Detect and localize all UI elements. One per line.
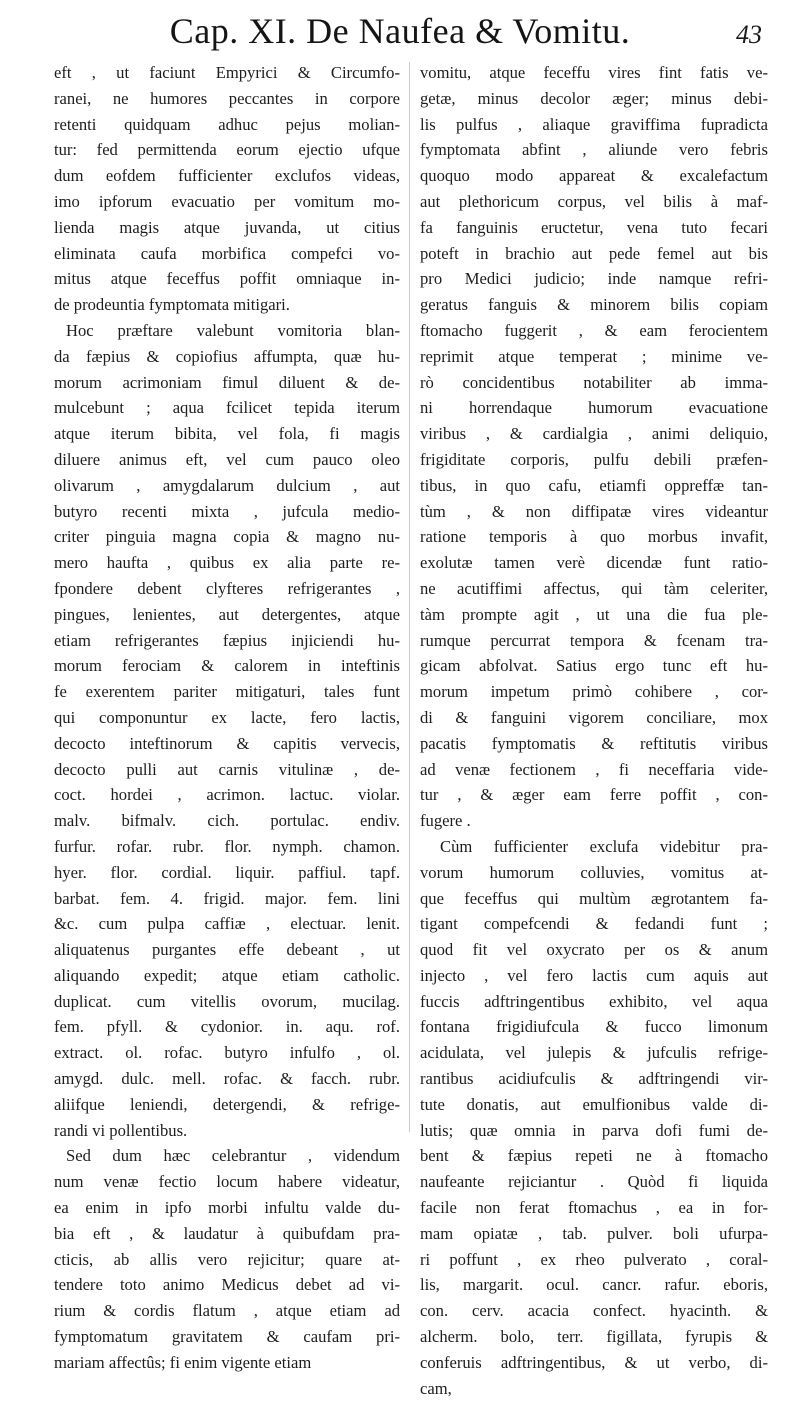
text-line: randi vi pollentibus. [54,1120,188,1140]
text-line: tùm , & non diffipatæ vires videantur [420,501,768,521]
text-line: alcherm. bolo, terr. figillata, fyrupis & [420,1327,768,1347]
text-line: etiam refrigerantes fæpius injiciendi hu- [54,630,400,650]
page-number: 43 [736,20,762,49]
text-line: rumque percurrat tempora & fcenam tra- [420,630,768,650]
text-line: ratione temporis à quo morbus invafit, [420,527,768,547]
text-line: geratus fanguis & minorem bilis copiam [420,295,768,315]
right-text-column [420,60,768,1401]
left-text-column [54,60,400,1376]
text-line: vomitu, atque feceffu vires fint fatis ve- [420,63,768,82]
text-line: cam, [420,1378,452,1398]
text-line: decocto inteftinorum & capitis vervecis, [54,733,400,753]
text-line: lis pulfus , aliaque graviffima fupradicta [420,114,768,134]
text-line: fymptomatum gravitatem & caufam pri- [54,1327,400,1347]
text-line: tur: fed permittenda eorum ejectio ufque [54,140,400,160]
text-line: ni horrendaque humorum evacuatione [420,398,768,418]
text-line: aliquando expedit; atque etiam catholic. [54,965,400,985]
text-line: duplicat. cum vitellis ovorum, mucilag. [54,991,400,1011]
text-line: olivarum , amygdalarum dulcium , aut [54,475,400,495]
text-line: mariam affectûs; fi enim vigente etiam [54,1352,312,1372]
text-line: bent & fæpius repeti ne à ftomacho [420,1146,768,1166]
text-line: &c. cum pulpa caffiæ , electuar. lenit. [54,914,400,934]
text-line: fontana frigidiufcula & fucco limonum [420,1017,768,1037]
text-line: bia eft , & laudatur à quibufdam pra- [54,1223,400,1243]
text-line: Sed dum hæc celebrantur , videndum [66,1146,400,1166]
text-line: tàm prompte agit , ut una die fua ple- [420,604,768,624]
text-line: Hoc præftare valebunt vomitoria blan- [66,320,400,340]
column-divider [409,62,410,1132]
text-line: facile non ferat ftomachus , ea in for- [420,1198,768,1218]
text-line: ranei, ne humores peccantes in corpore [54,88,400,108]
text-line: gicam abfolvat. Satius ergo tunc eft hu- [420,656,768,676]
text-line: tur , & æger eam ferre poffit , con- [420,785,768,805]
text-line: ftomacho fuggerit , & eam ferocientem [420,320,768,340]
text-line: pacatis fymptomatis & reftitutis viribus [420,733,768,753]
text-line: quoquo modo appareat & excalefactum [420,166,768,186]
text-line: fem. pfyll. & cydonior. in. aqu. rof. [54,1017,400,1037]
text-line: tibus, in quo cafu, etiamfi oppreffæ tan- [420,475,768,495]
text-line: aliquatenus purgantes effe debeant , ut [54,940,400,960]
text-line: quod fit vel oxycrato per os & anum [420,940,768,960]
text-line: de prodeuntia fymptomata mitigari. [54,295,290,315]
text-line: butyro recenti mixta , jufcula medio- [54,501,400,521]
text-line: lis, margarit. ocul. cancr. rafur. eboris, [420,1275,768,1295]
text-line: morum impetum primò cohibere , cor- [420,682,768,702]
text-line: rantibus acidiufculis & adftringendi vir- [420,1069,768,1089]
text-line: fugere . [420,811,471,831]
text-line: amygd. dulc. mell. rofac. & facch. rubr. [54,1069,400,1089]
text-line: ea enim in ipfo morbi infultu valde du- [54,1198,400,1218]
text-line: dum eofdem fufficienter exclufos videas, [54,166,400,186]
text-line: extract. ol. rofac. butyro infulfo , ol. [54,1043,400,1063]
text-line: frigiditate corporis, pulfu debili præfen- [420,449,768,469]
text-line: poteft in brachio aut pede femel aut bis [420,243,768,263]
text-line: exolutæ tamen verè dicendæ funt ratio- [420,553,768,573]
text-line: aut plethoricum corpus, vel bilis à maf- [420,191,768,211]
text-line: coct. hordei , acrimon. lactuc. violar. [54,785,400,805]
text-line: fuccis adftringentibus exhibito, vel aqua [420,991,768,1011]
text-line: imo ipforum evacuatio per vomitum mo- [54,191,400,211]
text-line: retenti quidquam adhuc pejus molian- [54,114,400,134]
running-head: Cap. XI. De Naufea & Vomitu. [169,11,631,51]
text-line: viribus , & cardialgia , animi deliquio, [420,424,768,444]
text-line: injecto , vel fero lactis cum aquis aut [420,965,768,985]
text-line: morum acrimoniam fimul diluent & de- [54,372,400,392]
text-line: mero haufta , quibus ex alia parte re- [54,553,400,573]
text-line: hyer. flor. cordial. liquir. paffiul. tapf. [54,862,400,882]
text-line: naufeante rejiciantur . Quòd fi liquida [420,1172,768,1192]
text-line: diluere animus eft, vel cum pauco oleo [54,449,400,469]
text-line: cticis, ab allis vero rejicitur; quare at- [54,1249,400,1269]
text-line: malv. bifmalv. cich. portulac. endiv. [54,811,400,831]
text-line: acidulata, vel julepis & jufculis refrige- [420,1043,768,1063]
page-header [0,6,800,66]
text-line: reprimit atque temperat ; minime ve- [420,346,768,366]
text-line: conferuis adftringentibus, & ut verbo, di- [420,1352,768,1372]
text-line: mam opiatæ , tab. pulver. boli ufurpa- [420,1223,768,1243]
text-line: vorum humorum colluvies, vomitus at- [420,862,768,882]
text-line: eft , ut faciunt Empyrici & Circumfo- [54,63,400,82]
text-line: di & fanguini vigorem conciliare, mox [420,707,768,727]
text-line: Cùm fufficienter exclufa videbitur pra- [440,836,768,856]
text-line: mitus atque feceffus poffit omniaque in- [54,269,400,289]
text-line: tute donatis, aut emulfionibus valde di- [420,1094,768,1114]
text-line: atque iterum bibita, vel fola, fi magis [54,424,400,444]
text-line: fe exerentem pariter mitigaturi, tales funt [54,682,400,702]
text-line: num venæ fectio locum habere videatur, [54,1172,400,1192]
text-line: con. cerv. acacia confect. hyacinth. & [420,1301,768,1321]
text-line: morum ferociam & calorem in inteftinis [54,656,400,676]
text-line: pingues, lenientes, aut detergentes, atque [54,604,400,624]
text-line: aliifque leniendi, detergendi, & refrige- [54,1094,400,1114]
text-line: lutis; quæ omnia in parva dofi fumi de- [420,1120,768,1140]
text-line: tendere toto animo Medicus debet ad vi- [54,1275,400,1295]
text-line: criter pinguia magna copia & magno nu- [54,527,400,547]
text-line: eliminata caufa morbifica compefci vo- [54,243,400,263]
text-line: furfur. rofar. rubr. flor. nymph. chamon. [54,836,400,856]
text-line: da fæpius & copiofius affumpta, quæ hu- [54,346,400,366]
text-line: fymptomata abfint , aliunde vero febris [420,140,768,160]
text-line: barbat. fem. 4. frigid. major. fem. lini [54,888,400,908]
text-line: getæ, minus decolor æger; minus debi- [420,88,768,108]
text-line: rium & cordis flatum , atque etiam ad [54,1301,400,1321]
text-line: rò concidentibus notabiliter ab imma- [420,372,768,392]
text-line: pro Medici judicio; inde namque refri- [420,269,768,289]
text-line: ri poffunt , ex rheo pulverato , coral- [420,1249,768,1269]
text-line: mulcebunt ; aqua fcilicet tepida iterum [54,398,400,418]
text-line: decocto pulli aut carnis vitulinæ , de- [54,759,400,779]
text-line: que feceffus qui multùm ægrotantem fa- [420,888,768,908]
text-line: ad venæ fectionem , fi neceffaria vide- [420,759,768,779]
text-line: ne acutiffimi affectus, qui tàm celeriter, [420,578,768,598]
text-line: tigant compefcendi & fedandi funt ; [420,914,768,934]
text-line: lienda magis atque juvanda, ut citius [54,217,400,237]
text-line: qui componuntur ex lacte, fero lactis, [54,707,400,727]
text-line: fpondere debent clyfteres refrigerantes , [54,578,400,598]
text-line: fa fanguinis eructetur, vena tuto fecari [420,217,768,237]
